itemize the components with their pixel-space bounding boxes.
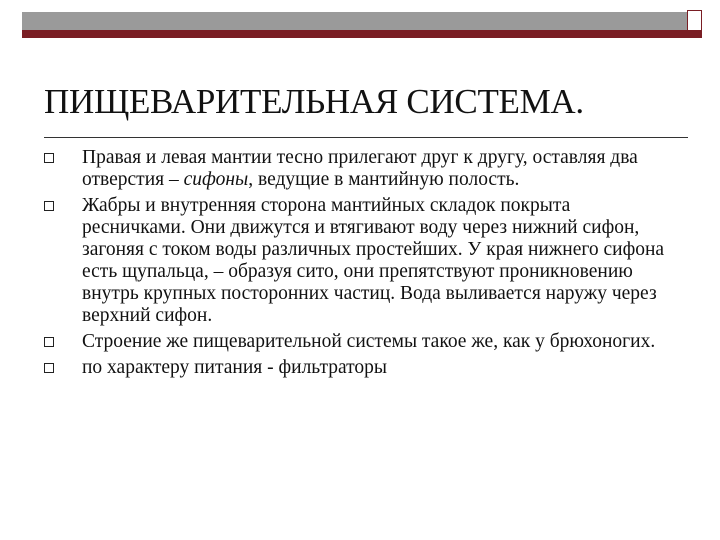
square-bullet-icon bbox=[44, 201, 54, 211]
bullet-list bbox=[44, 147, 674, 383]
header-decoration-corner-box bbox=[687, 10, 702, 31]
square-bullet-icon bbox=[44, 363, 54, 373]
slide-title: ПИЩЕВАРИТЕЛЬНАЯ СИСТЕМА. bbox=[44, 82, 584, 121]
bullet-text: Жабры и внутренняя сторона мантийных складок покрыта ресничками. Они движутся и втягивают воду через нижний сифон, загоняя с током воды различных простейших. У края нижнего сифона есть щупальца, – образуя сито, они препятствуют проникновению внутрь крупных посторонних частиц. Вода выливается наружу через верхний сифон. bbox=[82, 195, 665, 326]
header-decoration-gray-bar bbox=[22, 12, 687, 30]
bullet-text-rest: , ведущие в мантийную полость. bbox=[248, 169, 520, 190]
bullet-item bbox=[44, 147, 674, 191]
bullet-text: Правая и левая мантии тесно прилегают друг к другу, оставляя два отверстия – bbox=[82, 147, 638, 190]
header-decoration-maroon-bar bbox=[22, 30, 687, 38]
bullet-item bbox=[44, 331, 674, 353]
square-bullet-icon bbox=[44, 337, 54, 347]
bullet-emphasis: сифоны bbox=[183, 169, 249, 190]
square-bullet-icon bbox=[44, 153, 54, 163]
bullet-item bbox=[44, 357, 674, 379]
bullet-text: по характеру питания - фильтраторы bbox=[82, 357, 387, 378]
title-underline-rule bbox=[44, 137, 688, 138]
bullet-text: Строение же пищеварительной системы такое же, как у брюхоногих. bbox=[82, 331, 656, 352]
header-decoration-corner-maroon bbox=[687, 30, 702, 38]
bullet-item bbox=[44, 195, 674, 327]
